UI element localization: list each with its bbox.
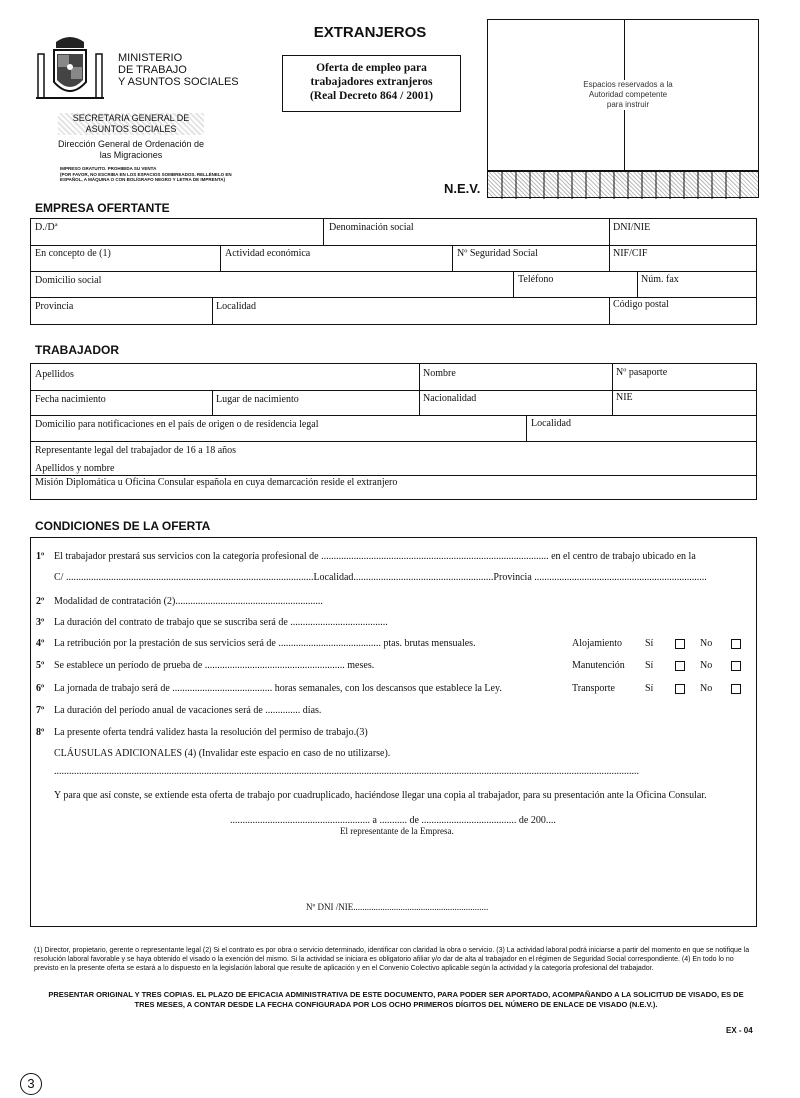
clause-number: 5º — [36, 660, 45, 671]
clause-8[interactable]: La presente oferta tendrá validez hasta la resolución del permiso de trabajo.(3) — [54, 727, 368, 738]
checkbox-alojamiento-no[interactable] — [731, 639, 741, 649]
label-no: No — [700, 683, 713, 694]
label-alojamiento: Alojamiento — [572, 638, 622, 649]
trabajador-table — [30, 363, 757, 500]
field-cp[interactable]: Código postal — [613, 299, 669, 310]
field-localidad[interactable]: Localidad — [216, 301, 256, 312]
clause-7[interactable]: La duración del período anual de vacaciones será de .............. días. — [54, 705, 322, 716]
clausulas-field[interactable]: .......................................................................................................................................................................................................................................... — [54, 766, 639, 777]
page-number — [20, 1073, 42, 1095]
representante-label: El representante de la Empresa. — [340, 826, 454, 836]
field-mision[interactable]: Misión Diplomática u Oficina Consular española en cuya demarcación reside el extranjero — [35, 477, 398, 488]
field-lugar-nacimiento[interactable]: Lugar de nacimiento — [216, 394, 299, 405]
clause-2[interactable]: Modalidad de contratación (2)........................................................... — [54, 596, 323, 607]
subtitle-line: trabajadores extranjeros — [310, 76, 433, 88]
dni-nie-signature[interactable]: Nº DNI /NIE............................................................ — [306, 902, 489, 912]
ministry-line: Y ASUNTOS SOCIALES — [118, 76, 239, 88]
field-nss[interactable]: Nº Seguridad Social — [457, 248, 538, 259]
field-d[interactable]: D./Dª — [35, 222, 58, 233]
direccion-line: Dirección General de Ordenación de — [57, 139, 205, 149]
reserved-line: Espacios reservados a la — [583, 80, 673, 89]
field-domicilio[interactable]: Domicilio social — [35, 275, 102, 286]
empresa-table — [30, 218, 757, 325]
subtitle-line: Oferta de empleo para — [316, 62, 427, 74]
date-line[interactable]: ........................................................ a ........... de ...................................... de 200.... — [230, 815, 556, 826]
nev-code-grid — [487, 171, 759, 198]
field-fax[interactable]: Núm. fax — [641, 274, 679, 285]
reserved-line: para instruir — [606, 100, 650, 109]
field-concepto[interactable]: En concepto de (1) — [35, 248, 111, 259]
subtitle-line: (Real Decreto 864 / 2001) — [309, 90, 434, 102]
label-si: Sí — [645, 660, 654, 671]
clause-number: 1º — [36, 551, 45, 562]
field-telefono[interactable]: Teléfono — [518, 274, 554, 285]
section-title-trabajador: TRABAJADOR — [35, 343, 119, 357]
field-domicilio-notificaciones[interactable]: Domicilio para notificaciones en el país de origen o de residencia legal — [35, 419, 319, 430]
clause-3[interactable]: La duración del contrato de trabajo que se suscriba será de ....................................... — [54, 617, 388, 628]
section-title-empresa: EMPRESA OFERTANTE — [35, 201, 170, 215]
nev-label: N.E.V. — [444, 181, 481, 196]
field-apellidos[interactable]: Apellidos — [35, 369, 74, 380]
secretaria-block — [58, 113, 204, 135]
ministry-line: DE TRABAJO — [118, 64, 187, 76]
clause-number: 7º — [36, 705, 45, 716]
clause-number: 2º — [36, 596, 45, 607]
label-no: No — [700, 638, 713, 649]
impreso-line: (POR FAVOR, NO ESCRIBA EN LOS ESPACIOS SOMBREADOS. RELLÉNELO EN — [60, 171, 232, 177]
field-nie[interactable]: NIE — [616, 392, 633, 403]
subtitle-box — [282, 55, 461, 112]
clause-1b[interactable]: C/ ...................................................................................................Localidad........................................................Provincia ..................................................................... — [54, 572, 707, 583]
field-apellidos-nombre[interactable]: Apellidos y nombre — [35, 463, 115, 474]
field-actividad[interactable]: Actividad económica — [225, 248, 311, 259]
checkbox-manutencion-si[interactable] — [675, 661, 685, 671]
field-nacionalidad[interactable]: Nacionalidad — [423, 393, 477, 404]
field-fecha-nacimiento[interactable]: Fecha nacimiento — [35, 394, 106, 405]
ministry-line: MINISTERIO — [118, 52, 183, 64]
checkbox-manutencion-no[interactable] — [731, 661, 741, 671]
clausulas-adicionales: CLÁUSULAS ADICIONALES (4) (Invalidar este espacio en caso de no utilizarse). — [54, 748, 391, 759]
footnotes: (1) Director, propietario, gerente o representante legal (2) Si el contrato es por obra o servicio determinado, identificar con claridad la obra o servicio. (3) La actividad laboral podrá iniciarse a partir del momento en que se notifique la resolución laboral favorable y se haya obtenido el visado o la exención del mismo. Si la actividad se iniciara es obligatorio afiliar y/o dar de alta al trabajador en el régimen de Seguridad Social correspondiente. (4) En todo lo no previsto en la presente oferta se estará a lo dispuesto en la legislación laboral que resulte de aplicación y en el Convenio Colectivo aplicable según la actividad y la categoría profesional del trabajador. — [34, 947, 750, 972]
checkbox-transporte-si[interactable] — [675, 684, 685, 694]
field-nombre[interactable]: Nombre — [423, 368, 456, 379]
presentar-notice: PRESENTAR ORIGINAL Y TRES COPIAS. EL PLAZO DE EFICACIA ADMINISTRATIVA DE ESTE DOCUMENTO, PARA PODER SER APORTADO, ACOMPAÑANDO A LA SOLICITUD DE VISADO, ES DE TRES MESES, A CONTAR DESDE LA FECHA CONFIGURADA POR LOS OCHO PRIMEROS DÍGITOS DEL NÚMERO DE ENLACE DE VISADO (N.E.V.). — [48, 990, 744, 1009]
field-dni[interactable]: DNI/NIE — [613, 222, 651, 233]
reserved-area — [487, 19, 759, 171]
coat-of-arms — [34, 32, 106, 106]
label-manutencion: Manutención — [572, 660, 625, 671]
secretaria-line: ASUNTOS SOCIALES — [85, 124, 177, 134]
field-pasaporte[interactable]: Nº pasaporte — [616, 367, 668, 378]
field-nif[interactable]: NIF/CIF — [613, 248, 648, 259]
reserved-line: Autoridad competente — [588, 90, 668, 99]
label-transporte: Transporte — [572, 683, 615, 694]
impreso-line: ESPAÑOL, A MÁQUINA O CON BOLÍGRAFO NEGRO Y LETRA DE IMPRENTA) — [60, 177, 226, 182]
form-code: EX - 04 — [726, 1026, 753, 1035]
clause-4[interactable]: La retribución por la prestación de sus servicios será de ......................................... ptas. brutas mensuales. — [54, 638, 476, 649]
checkbox-alojamiento-si[interactable] — [675, 639, 685, 649]
label-si: Sí — [645, 638, 654, 649]
clause-number: 3º — [36, 617, 45, 628]
clause-number: 4º — [36, 638, 45, 649]
field-denominacion[interactable]: Denominación social — [329, 222, 414, 233]
field-representante: Representante legal del trabajador de 16 a 18 años — [35, 445, 237, 456]
direccion-line: las Migraciones — [99, 150, 163, 160]
conste-text: Y para que así conste, se extiende esta oferta de trabajo por cuadruplicado, haciéndose llegar una copia al trabajador, para su presentación ante la Oficina Consular. — [54, 790, 707, 801]
field-provincia[interactable]: Provincia — [35, 301, 74, 312]
clause-1a[interactable]: El trabajador prestará sus servicios con la categoría profesional de ........................................................................................... en el centro de trabajo ubicado en la — [54, 551, 696, 562]
clause-number: 6º — [36, 683, 45, 694]
section-title-condiciones: CONDICIONES DE LA OFERTA — [35, 519, 211, 533]
clause-number: 8º — [36, 727, 45, 738]
checkbox-transporte-no[interactable] — [731, 684, 741, 694]
clause-5[interactable]: Se establece un período de prueba de ........................................................ meses. — [54, 660, 375, 671]
impreso-line: IMPRESO GRATUITO. PROHIBIDA SU VENTA — [60, 166, 157, 171]
page-number-text: 3 — [27, 1076, 35, 1091]
secretaria-line: SECRETARIA GENERAL DE — [72, 113, 190, 123]
clause-6[interactable]: La jornada de trabajo será de ........................................ horas semanales, con los descansos que establece la Ley. — [54, 683, 502, 694]
label-no: No — [700, 660, 713, 671]
document-title: EXTRANJEROS — [313, 24, 427, 41]
field-localidad-trabajador[interactable]: Localidad — [531, 418, 571, 429]
label-si: Sí — [645, 683, 654, 694]
